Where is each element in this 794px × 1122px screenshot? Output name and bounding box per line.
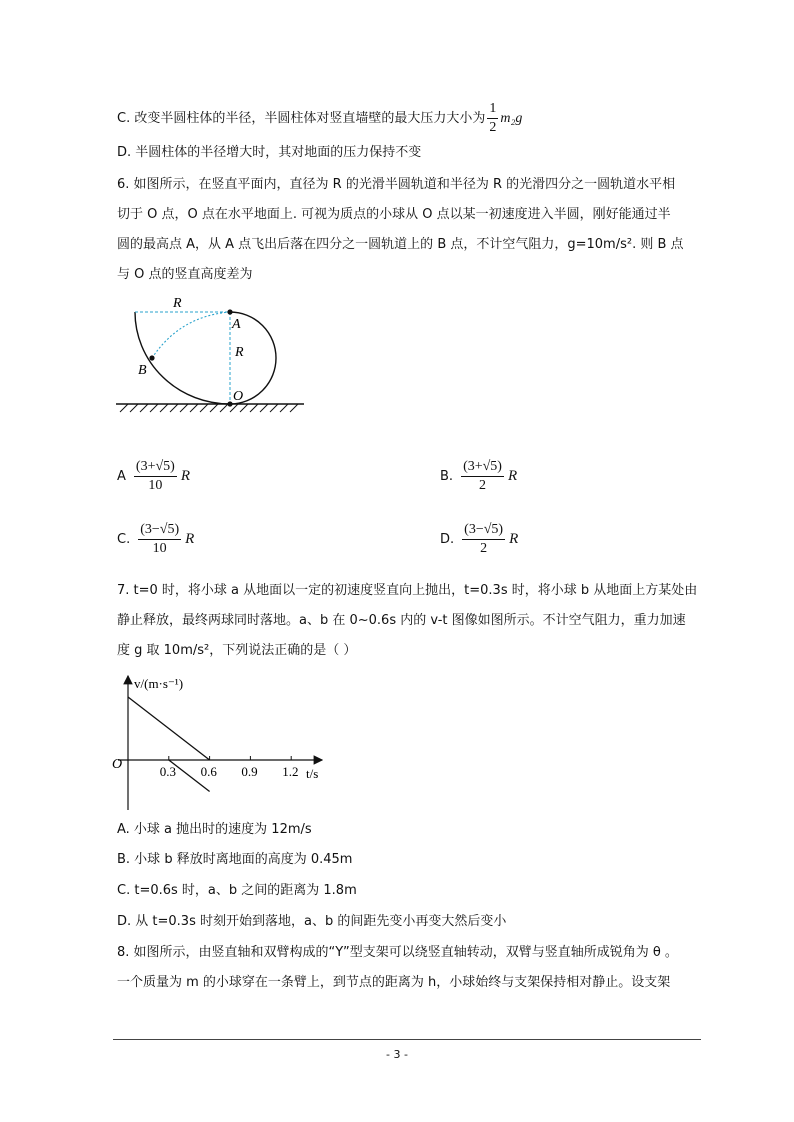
q7-stem-line1: 7. t=0 时，将小球 a 从地面以一定的初速度竖直向上抛出，t=0.3s 时，将小球 b 从地面上方某处由 <box>117 583 698 598</box>
x-tick-label: 1.2 <box>282 764 299 779</box>
q7-option-c[interactable]: C. t=0.6s 时，a、b 之间的距离为 1.8m <box>117 883 357 898</box>
x-tick-label: 0.9 <box>241 764 258 779</box>
fraction-one-half: $\frac{1}{2}$ <box>489 101 497 135</box>
q6-track-figure <box>110 292 310 417</box>
q8-stem-line1: 8. 如图所示，由竖直轴和双臂构成的“Y”型支架可以绕竖直轴转动，双臂与竖直轴所成锐角为 θ 。 <box>117 945 678 960</box>
label-o: O <box>233 389 244 404</box>
label-a: A <box>232 317 241 332</box>
point-b <box>149 355 154 360</box>
point-a <box>227 309 232 314</box>
projectile-trajectory <box>152 312 230 358</box>
q5-option-c: C. 改变半圆柱体的半径，半圆柱体对竖直墙壁的最大压力大小为 $\frac{1}{2}$ m₂g <box>117 101 523 135</box>
q6-option-a[interactable]: A $\frac{(3+√5)}{10}$ R <box>117 459 190 493</box>
x-tick-label: 0.3 <box>159 764 177 779</box>
q6-option-c[interactable]: C. $\frac{(3-√5)}{10}$ R <box>117 522 195 556</box>
q6-option-d[interactable]: D. $\frac{(3-√5)}{2}$ R <box>440 522 519 556</box>
footer-divider <box>113 1039 701 1040</box>
q7-stem-line2: 静止释放，最终两球同时落地。a、b 在 0~0.6s 内的 v-t 图像如图所示。不计空气阻力，重力加速 <box>117 613 686 628</box>
label-b: B <box>138 363 147 378</box>
origin-label: O <box>112 757 123 772</box>
q6-stem-line3: 圆的最高点 A，从 A 点飞出后落在四分之一圆轨道上的 B 点，不计空气阻力，g=10m/s². 则 B 点 <box>117 237 684 252</box>
page-number: - 3 - <box>386 1048 408 1061</box>
q6-stem-line2: 切于 O 点，O 点在水平地面上. 可视为质点的小球从 O 点以某一初速度进入半圆，刚好能通过半 <box>117 207 671 222</box>
q8-stem-line2: 一个质量为 m 的小球穿在一条臂上，到节点的距离为 h，小球始终与支架保持相对静止。设支架 <box>117 975 671 990</box>
label-r-top: R <box>173 296 182 311</box>
q7-option-d[interactable]: D. 从 t=0.3s 时刻开始到落地，a、b 的间距先变小再变大然后变小 <box>117 914 507 929</box>
q6-stem-line4: 与 O 点的竖直高度差为 <box>117 267 253 282</box>
q5-option-d: D. 半圆柱体的半径增大时，其对地面的压力保持不变 <box>117 145 422 160</box>
q7-stem-line3: 度 g 取 10m/s²，下列说法正确的是（ ） <box>117 643 357 658</box>
q7-option-b[interactable]: B. 小球 b 释放时离地面的高度为 0.45m <box>117 852 353 867</box>
q6-stem-line1: 6. 如图所示，在竖直平面内，直径为 R 的光滑半圆轨道和半径为 R 的光滑四分之一圆轨道水平相 <box>117 177 676 192</box>
q7-vt-chart <box>110 670 330 815</box>
label-r-mid: R <box>235 345 244 360</box>
q7-option-a[interactable]: A. 小球 a 抛出时的速度为 12m/s <box>117 822 312 837</box>
point-o <box>227 401 232 406</box>
quarter-circle-track <box>135 312 230 404</box>
series-a-line <box>128 697 210 760</box>
x-axis-label: t/s <box>306 766 319 781</box>
y-axis-label: v/(m·s⁻¹) <box>134 676 184 691</box>
x-tick-label: 0.6 <box>200 764 217 779</box>
q6-option-b[interactable]: B. $\frac{(3+√5)}{2}$ R <box>440 459 518 493</box>
